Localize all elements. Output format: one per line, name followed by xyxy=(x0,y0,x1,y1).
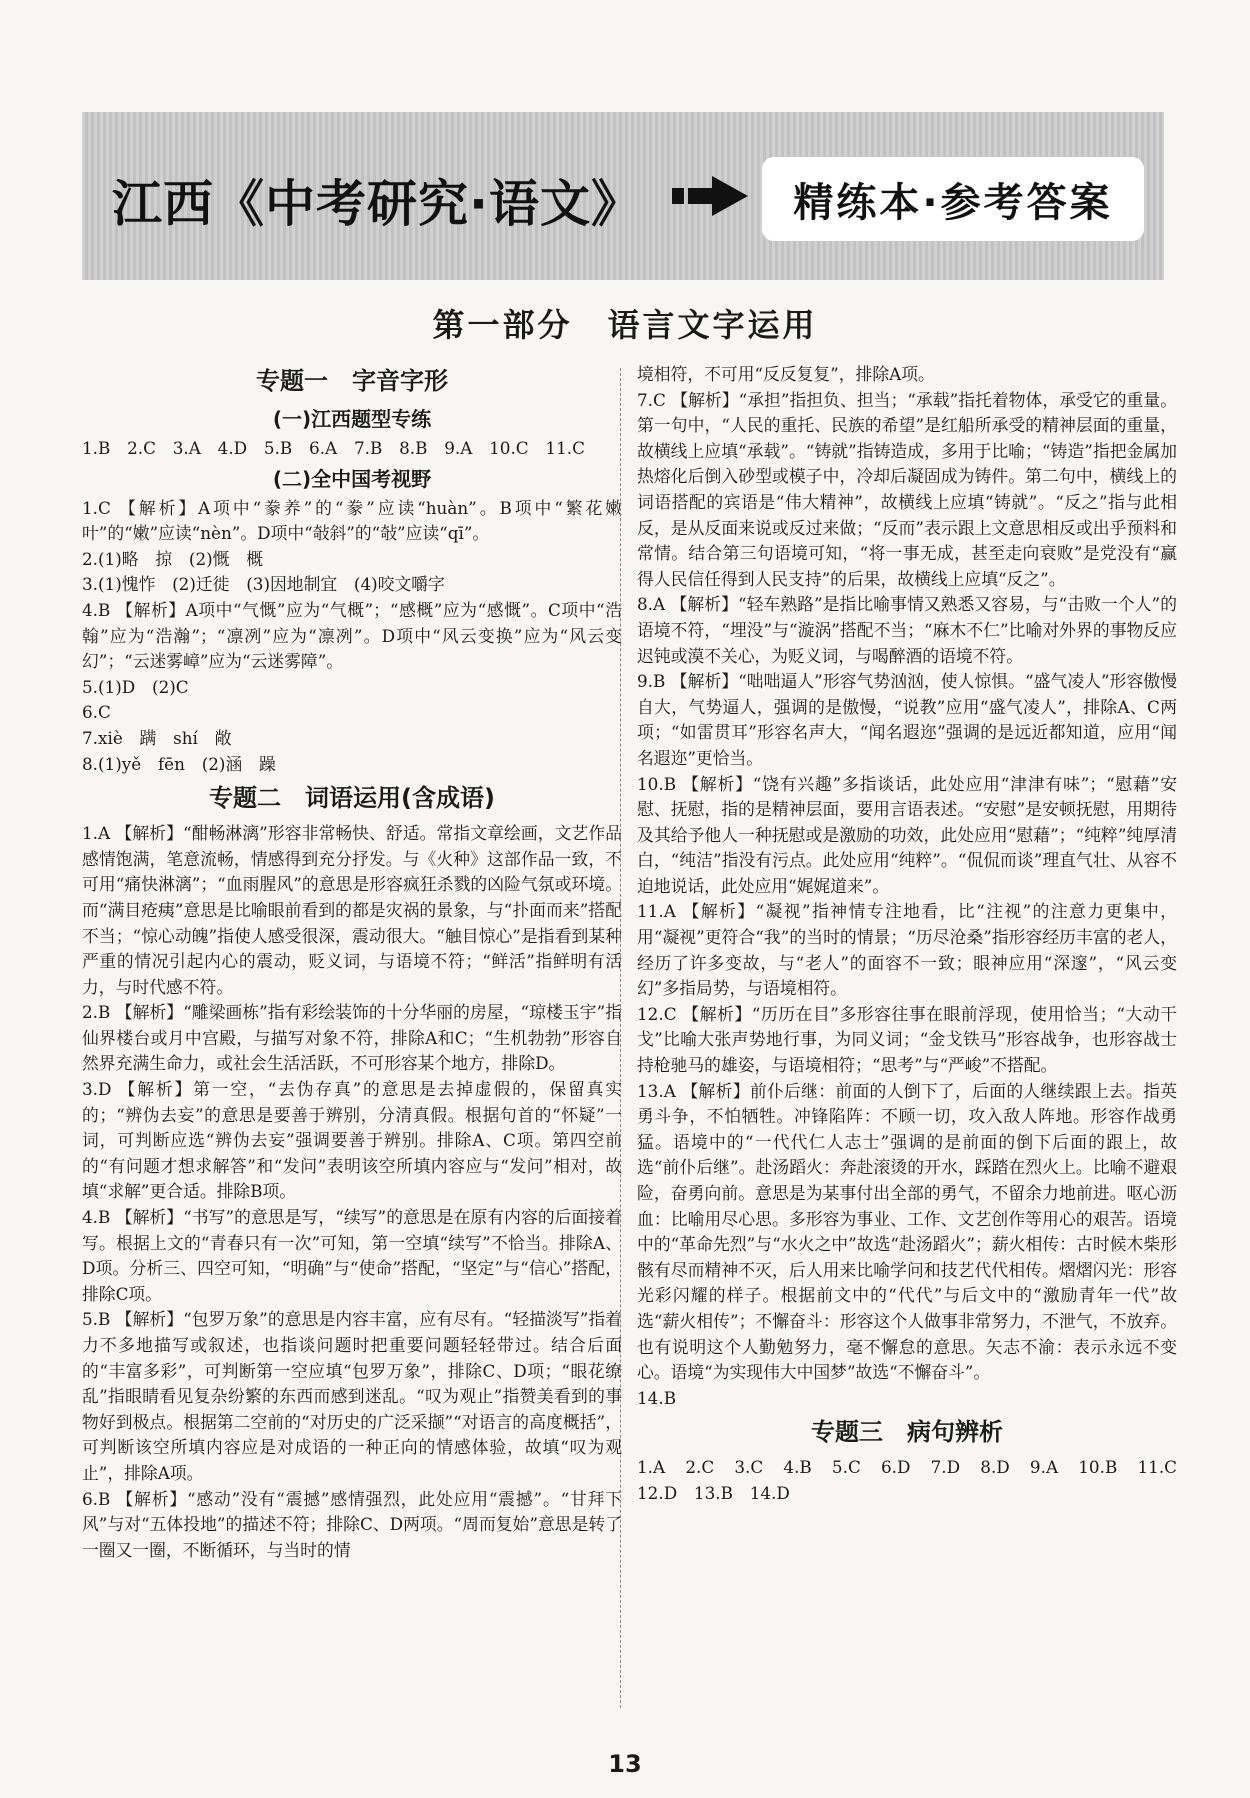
answer-item: 6.B 【解析】“感动”没有“震撼”感情强烈，此处应用“震撼”。“甘拜下风”与对“五体投地”的描述不符；排除C、D两项。“周而复始”意思是转了一圈又一圈，不断循环，与当时的情 xyxy=(82,1488,622,1560)
book-title: 江西《中考研究·语文》 xyxy=(112,175,642,233)
answer-item: 2.B 【解析】“雕梁画栋”指有彩绘装饰的十分华丽的房屋，“琼楼玉宇”指仙界楼台或月中宫殿，与描写对象不符，排除A和C；“生机勃勃”形容自然界充满生命力，或社会生活活跃，不可形容某个地方，排除D。 xyxy=(82,1002,622,1074)
page-number: 13 xyxy=(608,1750,642,1778)
answer-item: 2.(1)略 掠 (2)慨 概 xyxy=(82,548,264,569)
answer-item: 13.A 【解析】前仆后继：前面的人倒下了，后面的人继续跟上去。指英勇斗争，不怕牺牲。冲锋陷阵：不顾一切，攻入敌人阵地。形容作战勇猛。语境中的“一代代仁人志士”强调的是前面的倒下后面的跟上，故选“前仆后继”。赴汤蹈火：奔赴滚烫的开水，踩踏在烈火上。比喻不避艰险，奋勇向前。意思是为某事付出全部的勇气，不留余力地前进。呕心沥血：比喻用尽心思。多形容为事业、工作、文艺创作等用心的艰苦。语境中的“革命先烈”与“水火之中”故选“赴汤蹈火”；薪火相传：古时候木柴形骸有尽而精神不灭，后人用来比喻学问和技艺代代相传。熠熠闪光：形容光彩闪耀的样子。根据前文中的“代代”与后文中的“激励青年一代”故选“薪火相传”；不懈奋斗：形容这个人做事非常努力，不泄气，不放弃。也有说明这个人勤勉努力，毫不懈怠的意思。矢志不渝：表示永远不变心。语境“为实现伟大中国梦”故选“不懈奋斗”。 xyxy=(637,1080,1177,1383)
answer-item: 境相符，不可用“反反复复”，排除A项。 xyxy=(637,364,935,384)
answer-item: 5.(1)D (2)C xyxy=(82,676,189,697)
book-subtitle: 精练本·参考答案 xyxy=(762,157,1144,241)
topic-heading: 专题三 病句辨析 xyxy=(811,1418,1003,1447)
left-column xyxy=(82,360,622,1700)
answer-item: 7.C 【解析】“承担”指担负、担当；“承载”指托着物体，承受它的重量。第一句中，“人民的重托、民族的希望”是红船所承受的精神层面的重量，故横线上应填“承载”。“铸就”指铸造成，多用于比喻；“铸造”指把金属加热熔化后倒入砂型或模子中，冷却后凝固成为铸件。第二句中，横线上的词语搭配的宾语是“伟大精神”，故横线上应填“铸就”。“反之”指与此相反，是从反面来说或反过来做；“反而”表示跟上文意思相反或出乎预料和常情。结合第三句语境可知，“将一事无成，甚至走向衰败”是党没有“赢得人民信任得到人民支持”的后果，故横线上应填“反之”。 xyxy=(637,389,1177,589)
answer-item: 1.C 【解析】A项中“豢养”的“豢”应读“huàn”。B项中“繁花嫩叶”的“嫩”应读“nèn”。D项中“敧斜”的“敧”应读“qī”。 xyxy=(82,497,622,544)
answer-item: 10.B 【解析】“饶有兴趣”多指谈话，此处应用“津津有味”；“慰藉”安慰、抚慰，指的是精神层面，要用言语表述。“安慰”是安顿抚慰，用期待及其给予他人一种抚慰或是激励的功效，此处应用“慰藉”；“纯粹”纯厚清白，“纯洁”指没有污点。此处应用“纯粹”。“侃侃而谈”理直气壮、从容不迫地说话，此处应用“娓娓道来”。 xyxy=(637,773,1177,896)
section-heading: (二)全中国考视野 xyxy=(272,466,432,491)
answer-item: 1.A 2.C 3.C 4.B 5.C 6.D 7.D 8.D 9.A 10.B 11.C 12.D 13.B 14.D xyxy=(637,1457,1194,1503)
answer-item: 4.B 【解析】A项中“气慨”应为“气概”；“感概”应为“感慨”。C项中“浩翰”应为“浩瀚”；“凛冽”应为“凛冽”。D项中“风云变换”应为“风云变幻”；“云迷雾嶂”应为“云迷雾障”。 xyxy=(82,599,622,672)
answer-item: 9.B 【解析】“咄咄逼人”形容气势汹汹，使人惊惧。“盛气凌人”形容傲慢自大，气势逼人，强调的是傲慢，“说教”应用“盛气凌人”，排除A、C两项；“如雷贯耳”形容名声大，“闻名遐迩”强调的是远近都知道，应用“闻名遐迩”更恰当。 xyxy=(637,671,1177,768)
topic-heading: 专题二 词语运用(含成语) xyxy=(209,784,495,813)
answer-item: 3.(1)愧怍 (2)迁徙 (3)因地制宜 (4)咬文嚼字 xyxy=(82,574,445,595)
answer-item: 7.xiè 蹒 shí 敞 xyxy=(82,727,232,748)
answer-item: 1.B 2.C 3.A 4.D 5.B 6.A 7.B 8.B 9.A 10.C 11.C xyxy=(82,438,585,458)
answer-item: 1.A 【解析】“酣畅淋漓”形容非常畅快、舒适。常指文章绘画，文艺作品感情饱满，笔意流畅，情感得到充分抒发。与《火种》这部作品一致，不可用“痛快淋漓”；“血雨腥风”的意思是形容疯狂杀戮的凶险气氛或环境。而“满目疮痍”意思是比喻眼前看到的都是灾祸的景象，与“扑面而来”搭配不当；“惊心动魄”指使人感受很深，震动很大。“触目惊心”是指看到某种严重的情况引起内心的震动，贬义词，与语境不符；“鲜活”指鲜明有活力，与时代感不符。 xyxy=(82,823,622,997)
column-divider xyxy=(620,368,622,1708)
answer-item: 8.(1)yě fēn (2)涵 躁 xyxy=(82,753,276,774)
answer-item: 14.B xyxy=(637,1387,677,1408)
answer-item: 4.B 【解析】“书写”的意思是写，“续写”的意思是在原有内容的后面接着写。根据上文的“青春只有一次”可知，第一空填“续写”不恰当。排除A、D项。分析三、四空可知，“明确”与“使命”搭配，“坚定”与“信心”搭配，排除C项。 xyxy=(82,1207,622,1304)
part-title: 第一部分 语言文字运用 xyxy=(432,306,818,344)
section-heading: (一)江西题型专练 xyxy=(272,407,432,431)
topic-heading: 专题一 字音字形 xyxy=(256,367,448,395)
answer-item: 12.C 【解析】“历历在目”多形容往事在眼前浮现，使用恰当；“大动干戈”比喻大张声势地行事，为同义词；“金戈铁马”形容战争，也形容战士持枪驰马的雄姿，与语境相符；“思考”与“严峻”不搭配。 xyxy=(637,1003,1177,1076)
title-banner xyxy=(82,112,1164,280)
answer-item: 8.A 【解析】“轻车熟路”是指比喻事情又熟悉又容易，与“击败一个人”的语境不符，“埋没”与“漩涡”搭配不当；“麻木不仁”比喻对外界的事物反应迟钝或漠不关心，为贬义词，与喝醉酒的语境不符。 xyxy=(637,594,1177,666)
answer-item: 11.A 【解析】“凝视”指神情专注地看，比“注视”的注意力更集中，用“凝视”更符合“我”的当时的情景；“历尽沧桑”指形容经历丰富的老人，经历了许多变故，与“老人”的面容不一致；眼神应用“深邃”，“风云变幻”多指局势，与语境相符。 xyxy=(637,901,1177,999)
answer-item: 6.C xyxy=(82,702,111,723)
answer-item: 5.B 【解析】“包罗万象”的意思是内容丰富，应有尽有。“轻描淡写”指着力不多地描写或叙述，也指谈问题时把重要问题轻轻带过。结合后面的“丰富多彩”，可判断第一空应填“包罗万象”，排除C、D项；“眼花缭乱”指眼睛看见复杂纷繁的东西而感到迷乱。“叹为观止”指赞美看到的事物好到极点。根据第二空前的“对历史的广泛采撷”“对语言的高度概括”，可判断该空所填内容应是对成语的一种正向的情感体验，故填“叹为观止”，排除A项。 xyxy=(82,1309,622,1483)
answer-item: 3.D 【解析】第一空，“去伪存真”的意思是去掉虚假的，保留真实的；“辨伪去妄”的意思是要善于辨别，分清真假。根据句首的“怀疑”一词，可判断应选“辨伪去妄”强调要善于辨别。排除A、C项。第四空前的“有问题才想求解答”和“发问”表明该空所填内容应与“发问”相对，故填“求解”更合适。排除B项。 xyxy=(82,1079,622,1202)
arrow-right-icon xyxy=(672,176,748,216)
right-column xyxy=(637,362,1194,1702)
